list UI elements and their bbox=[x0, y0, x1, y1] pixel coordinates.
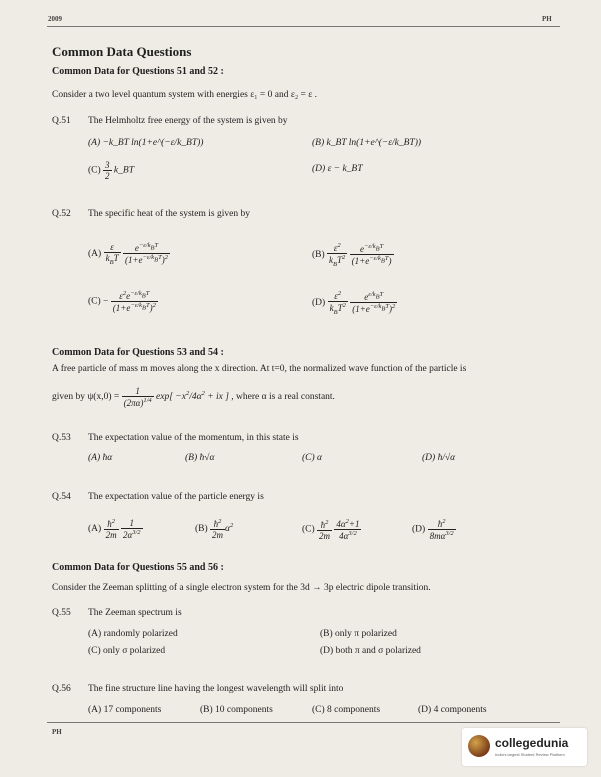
q52-a-frac2: $\frac{e^{-\varepsilon/k_BT}}{(1+e^{-\varepsilon/k_BT})^2}$ bbox=[124, 242, 169, 266]
q54-stem: The expectation value of the particle energy is bbox=[88, 492, 264, 502]
q55-option-a: (A) randomly polarized bbox=[88, 629, 178, 639]
q55-stem: The Zeeman spectrum is bbox=[88, 608, 182, 618]
q51-c-num: 3 bbox=[105, 160, 110, 170]
q54-d-label: (D) bbox=[412, 524, 426, 535]
q52-option-b bbox=[312, 242, 394, 268]
wavefunction-prefix: given by ψ(x,0) = bbox=[52, 392, 120, 403]
q52-d-frac2: $\frac{e^{\varepsilon/k_BT}}{(1+e^{-\varepsilon/k_BT})^2}$ bbox=[352, 291, 396, 315]
q56-option-b: (B) 10 components bbox=[200, 705, 273, 715]
header-rule bbox=[47, 26, 560, 27]
footer-rule bbox=[47, 722, 560, 723]
q55-option-d: (D) both π and σ polarized bbox=[320, 646, 421, 656]
footer-code: PH bbox=[52, 728, 62, 736]
q52-b-frac2: $\frac{e^{-\varepsilon/k_BT}}{(1+e^{-\varepsilon/k_BT})}$ bbox=[351, 243, 392, 267]
q56-option-d: (D) 4 components bbox=[418, 705, 487, 715]
q54-c-frac1: $\frac{ħ^2}{2m}$ bbox=[319, 518, 331, 541]
logo-emblem-icon bbox=[468, 735, 490, 757]
block3-title: Common Data for Questions 55 and 56 : bbox=[52, 562, 224, 573]
q52-option-d bbox=[312, 290, 397, 316]
q51-option-b: (B) k_BT ln(1+e^(−ε/k_BT)) bbox=[312, 138, 422, 148]
q54-a-label: (A) bbox=[88, 524, 102, 535]
block3-intro: Consider the Zeeman splitting of a single electron system for the 3d → 3p electric dipole transition. bbox=[52, 583, 431, 593]
logo-name: collegedunia bbox=[495, 736, 569, 750]
q55-number: Q.55 bbox=[52, 608, 71, 618]
block2-line2 bbox=[52, 386, 335, 408]
q54-b-label: (B) bbox=[195, 524, 208, 535]
q52-c-label: (C) bbox=[88, 296, 101, 307]
block1-intro: Consider a two level quantum system with energies ε₁ = 0 and ε₂ = ε . bbox=[52, 90, 318, 100]
q53-option-a: (A) ħα bbox=[88, 453, 113, 463]
q51-number: Q.51 bbox=[52, 116, 71, 126]
wavefunction-suffix: , where α is a real constant. bbox=[231, 392, 335, 403]
q53-number: Q.53 bbox=[52, 433, 71, 443]
wavefunction-normalization: $\frac{1}{(2\pi\alpha)^{1/4}}$ bbox=[123, 386, 152, 408]
q54-option-a bbox=[88, 518, 143, 540]
block2-line1: A free particle of mass m moves along the x direction. At t=0, the normalized wave function of the particle is bbox=[52, 364, 467, 374]
block1-title: Common Data for Questions 51 and 52 : bbox=[52, 66, 224, 77]
q51-option-a: (A) −k_BT ln(1+e^(−ε/k_BT)) bbox=[88, 138, 204, 148]
header-code: PH bbox=[542, 15, 552, 23]
q56-option-a: (A) 17 components bbox=[88, 705, 162, 715]
q51-c-tail: k_BT bbox=[113, 165, 134, 176]
q54-c-label: (C) bbox=[302, 524, 315, 535]
section-title: Common Data Questions bbox=[52, 44, 192, 59]
q52-a-frac1: $\frac{\varepsilon}{k_BT}$ bbox=[105, 242, 119, 266]
q53-stem: The expectation value of the momentum, in this state is bbox=[88, 433, 299, 443]
q53-option-c: (C) α bbox=[302, 453, 323, 463]
q52-b-frac1: $\frac{\varepsilon^2}{k_BT^2}$ bbox=[329, 242, 346, 268]
q54-b-frac: $\frac{ħ^2}{2m}$ bbox=[212, 518, 224, 540]
q52-b-label: (B) bbox=[312, 250, 325, 261]
q56-stem: The fine structure line having the longest wavelength will split into bbox=[88, 684, 344, 694]
q54-option-d bbox=[412, 518, 456, 541]
collegedunia-logo bbox=[462, 728, 587, 766]
q53-option-d: (D) ħ/√α bbox=[422, 453, 456, 463]
q51-c-den: 2 bbox=[105, 171, 110, 181]
logo-tagline: India's largest Student Review Platform bbox=[495, 752, 565, 757]
q52-d-frac1: $\frac{\varepsilon^2}{k_BT^2}$ bbox=[329, 290, 346, 316]
q51-c-label: (C) bbox=[88, 165, 101, 176]
q52-c-frac: $\frac{\varepsilon^2e^{-\varepsilon/k_BT}}{(1+e^{-\varepsilon/k_BT})^2}$ bbox=[112, 290, 156, 313]
q54-option-b: (B) $\frac{ħ^2}{2m}$ $\alpha^2$ bbox=[195, 518, 234, 540]
header-year: 2009 bbox=[48, 15, 62, 23]
q52-number: Q.52 bbox=[52, 209, 71, 219]
q55-option-c: (C) only σ polarized bbox=[88, 646, 166, 656]
q53-option-b: (B) ħ√α bbox=[185, 453, 215, 463]
q51-c-fraction bbox=[103, 160, 112, 181]
q52-option-c: (C) − $\frac{\varepsilon^2e^{-\varepsilon/k_BT}}{(1+e^{-\varepsilon/k_BT})^2}$ bbox=[88, 290, 156, 313]
q52-option-a bbox=[88, 242, 170, 266]
q55-option-b: (B) only π polarized bbox=[320, 629, 397, 639]
q54-a-frac1: $\frac{ħ^2}{2m}$ bbox=[105, 518, 117, 540]
q51-stem: The Helmholtz free energy of the system is given by bbox=[88, 116, 288, 126]
q54-a-frac2: $\frac{1}{2\alpha^{3/2}}$ bbox=[122, 518, 141, 540]
block2-title: Common Data for Questions 53 and 54 : bbox=[52, 347, 224, 358]
q54-d-frac: $\frac{ħ^2}{8m\alpha^{3/2}}$ bbox=[429, 518, 454, 541]
q52-stem: The specific heat of the system is given by bbox=[88, 209, 250, 219]
q54-c-frac2: $\frac{4\alpha^2+1}{4\alpha^{3/2}}$ bbox=[336, 518, 360, 541]
q56-number: Q.56 bbox=[52, 684, 71, 694]
q56-option-c: (C) 8 components bbox=[312, 705, 381, 715]
q52-d-label: (D) bbox=[312, 298, 326, 309]
q51-option-c bbox=[88, 160, 134, 181]
q54-option-c bbox=[302, 518, 361, 541]
q51-option-d: (D) ε − k_BT bbox=[312, 164, 363, 174]
q54-number: Q.54 bbox=[52, 492, 71, 502]
wavefunction-exp: $\exp[ -x^2/4\alpha^2$ + ix ] bbox=[156, 390, 229, 403]
q52-a-label: (A) bbox=[88, 249, 102, 260]
